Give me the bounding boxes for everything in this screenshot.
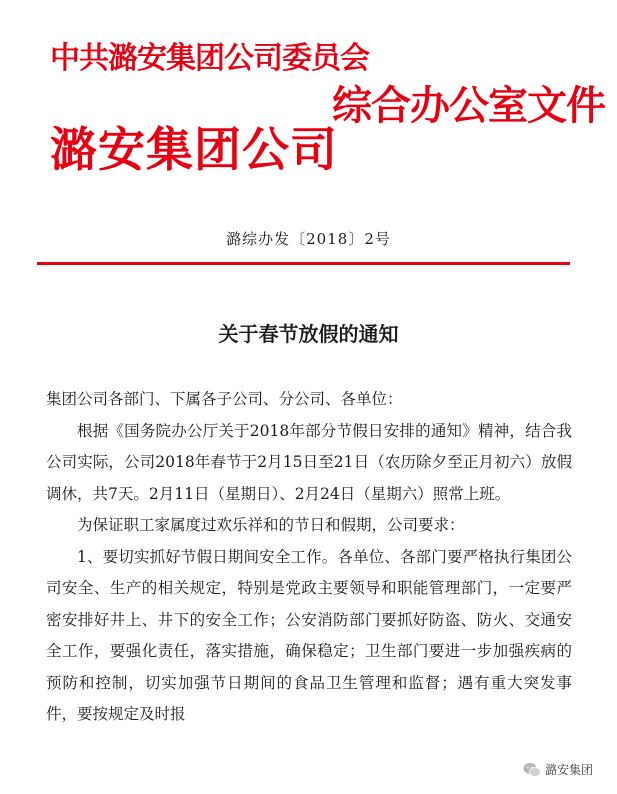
watermark [519, 759, 597, 780]
watermark-text: 潞安集团 [544, 763, 593, 777]
salutation: 集团公司各部门、下属各子公司、分公司、各单位： [46, 390, 403, 408]
letterhead-line-1: 中共潞安集团公司委员会 [50, 41, 369, 76]
letterhead-line-3: 潞安集团公司 [50, 123, 338, 178]
wechat-icon [523, 762, 541, 778]
red-divider [37, 262, 570, 265]
body-paragraph: 根据《国务院办公厅关于2018年部分节假日安排的通知》精神，结合我公司实际，公司2018年春节于2月15日至21日（农历除夕至正月初六）放假调休，共7天。2月11日（星期日）、2月24日（星期六）照常上班。 [46, 421, 572, 503]
body-paragraph: 为保证职工家属度过欢乐祥和的节日和假期，公司要求： [77, 516, 465, 534]
letterhead-line-2: 综合办公室文件 [332, 83, 605, 129]
notice-title: 关于春节放假的通知 [218, 322, 399, 346]
notice-body [46, 384, 572, 731]
document-number: 潞综办发〔2018〕2号 [226, 230, 391, 248]
body-paragraph: 1、要切实抓好节假日期间安全工作。各单位、各部门要严格执行集团公司安全、生产的相关规定，特别是党政主要领导和职能管理部门，一定要严密安排好井上、井下的安全工作；公安消防部门要抓好防盗、防火、交通安全工作，要强化责任，落实措施，确保稳定；卫生部门要进一步加强疾病的预防和控制，切实加强节日期间的食品卫生管理和监督；遇有重大突发事件，要按规定及时报 [46, 547, 572, 723]
